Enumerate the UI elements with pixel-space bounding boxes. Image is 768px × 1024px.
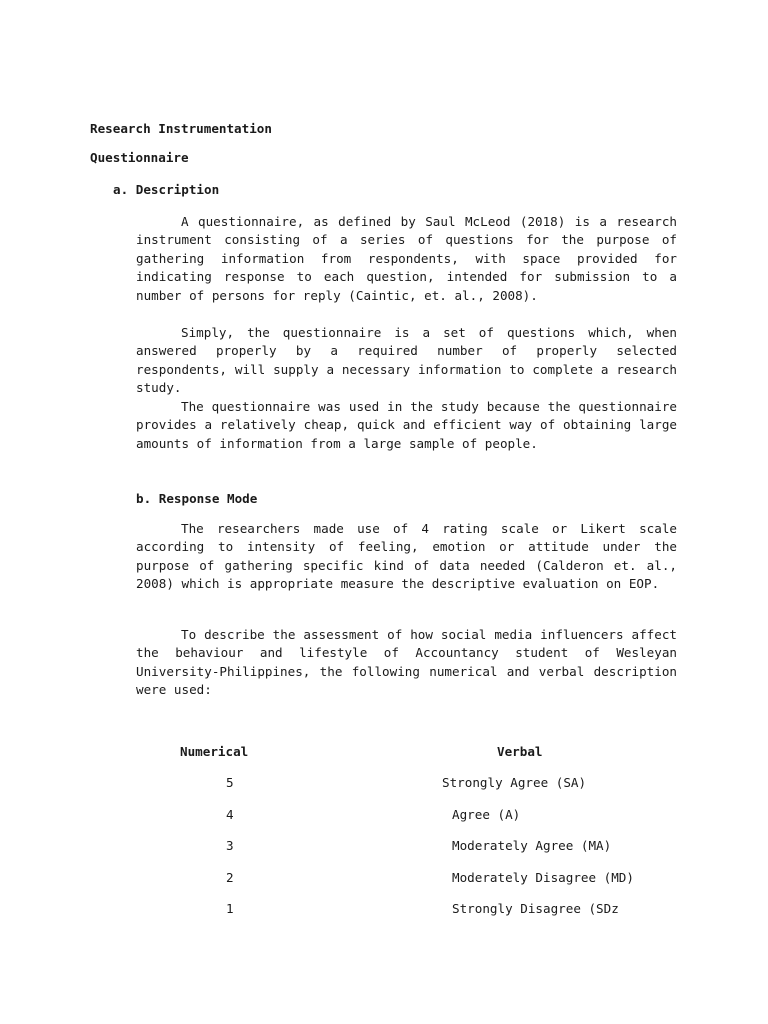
- section-b-paragraph-1: The researchers made use of 4 rating scale or Likert scale according to intensity of feeling, emotion or attitude under the purpose of gathering specific kind of data needed (Calderon et. al., 2008) which is appropriate measure the descriptive evaluation on EOP.: [136, 521, 677, 592]
- table-cell-verbal: Strongly Agree (SA): [442, 775, 587, 790]
- section-a-paragraph-3: The questionnaire was used in the study because the questionnaire provides a relatively cheap, quick and efficient way of obtaining large amounts of information from a large sample of people.: [136, 399, 677, 451]
- section-a-paragraph-1: A questionnaire, as defined by Saul McLeod (2018) is a research instrument consisting of a series of questions for the purpose of gathering information from respondents, with space provided for indicating response to each question, intended for submission to a number of persons for reply (Caintic, et. al., 2008).: [136, 214, 677, 303]
- table-cell-numerical: 2: [226, 870, 234, 885]
- section-b-paragraph-2: To describe the assessment of how social media influencers affect the behaviour and lifestyle of Accountancy student of Wesleyan University-Philippines, the following numerical and verbal description were used:: [136, 627, 677, 698]
- section-a-heading: a. Description: [113, 182, 220, 197]
- table-cell-verbal: Agree (A): [452, 807, 521, 822]
- table-cell-numerical: 4: [226, 807, 234, 822]
- table-header-verbal: Verbal: [497, 744, 543, 759]
- table-cell-numerical: 5: [226, 775, 234, 790]
- table-cell-verbal: Strongly Disagree (SDz: [452, 901, 619, 916]
- table-cell-verbal: Moderately Agree (MA): [452, 838, 612, 853]
- document-subtitle: Questionnaire: [90, 150, 189, 165]
- table-cell-verbal: Moderately Disagree (MD): [452, 870, 634, 885]
- section-b-heading: b. Response Mode: [136, 491, 258, 506]
- section-a-paragraph-2: Simply, the questionnaire is a set of questions which, when answered properly by a required number of properly selected respondents, will supply a necessary information to complete a research study.: [136, 325, 677, 396]
- document-title: Research Instrumentation: [90, 121, 272, 136]
- table-cell-numerical: 1: [226, 901, 234, 916]
- table-header-numerical: Numerical: [180, 744, 249, 759]
- table-cell-numerical: 3: [226, 838, 234, 853]
